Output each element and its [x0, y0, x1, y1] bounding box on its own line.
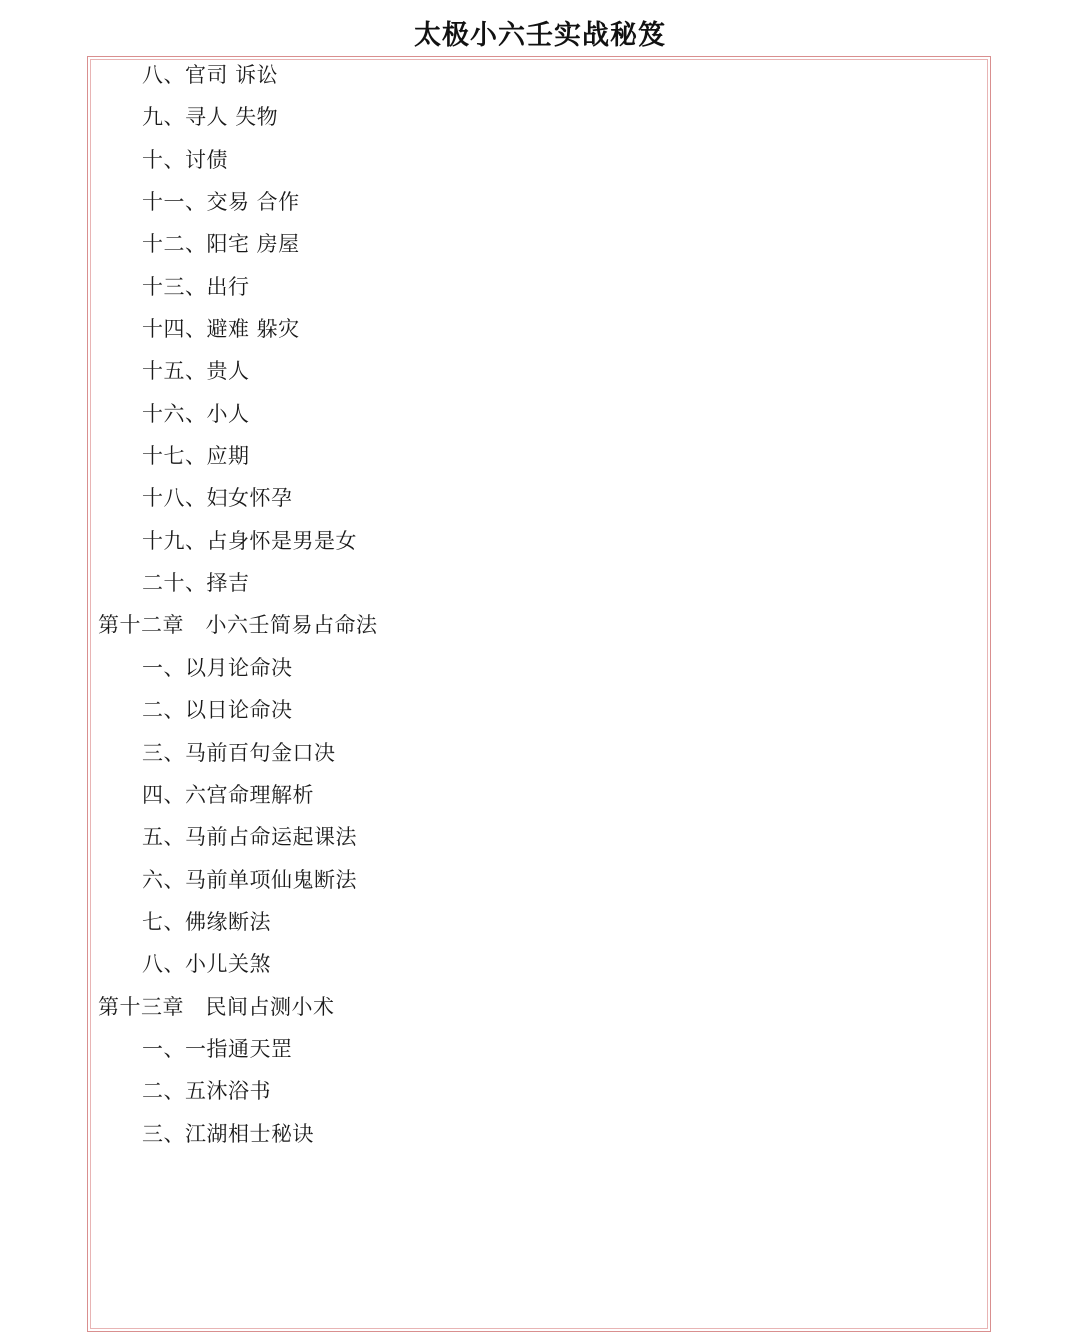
document-title: 太极小六壬实战秘笈 — [414, 20, 666, 51]
toc-entry: 十二、阳宅 房屋 — [142, 232, 300, 257]
toc-entry: 一、一指通天罡 — [142, 1036, 293, 1061]
toc-entry: 二、五沐浴书 — [142, 1079, 271, 1104]
toc-entry: 十三、出行 — [142, 274, 250, 299]
toc-entry: 十六、小人 — [142, 401, 250, 426]
table-of-contents — [0, 54, 1080, 1155]
toc-entry: 十七、应期 — [142, 444, 250, 469]
toc-entry: 十、讨债 — [142, 147, 228, 172]
toc-entry: 八、小儿关煞 — [142, 952, 271, 977]
toc-entry: 十八、妇女怀孕 — [142, 486, 293, 511]
toc-entry: 十一、交易 合作 — [142, 190, 300, 215]
toc-entry: 十九、占身怀是男是女 — [142, 528, 357, 553]
toc-entry: 四、六宫命理解析 — [142, 782, 314, 807]
toc-entry: 九、寻人 失物 — [142, 105, 279, 130]
toc-entry: 三、江湖相士秘诀 — [142, 1121, 314, 1146]
toc-entry: 三、马前百句金口决 — [142, 740, 336, 765]
toc-entry: 二十、择吉 — [142, 571, 250, 596]
toc-chapter-heading: 第十三章 民间占测小术 — [98, 994, 335, 1019]
toc-entry: 一、以月论命决 — [142, 655, 293, 680]
toc-entry: 五、马前占命运起课法 — [142, 825, 357, 850]
toc-entry: 十五、贵人 — [142, 359, 250, 384]
toc-chapter-heading: 第十二章 小六壬简易占命法 — [98, 613, 378, 638]
toc-entry: 二、以日论命决 — [142, 698, 293, 723]
toc-entry: 六、马前单项仙鬼断法 — [142, 867, 357, 892]
toc-entry: 十四、避难 躲灾 — [142, 317, 300, 342]
toc-entry: 八、官司 诉讼 — [142, 63, 279, 87]
toc-entry: 七、佛缘断法 — [142, 909, 271, 934]
